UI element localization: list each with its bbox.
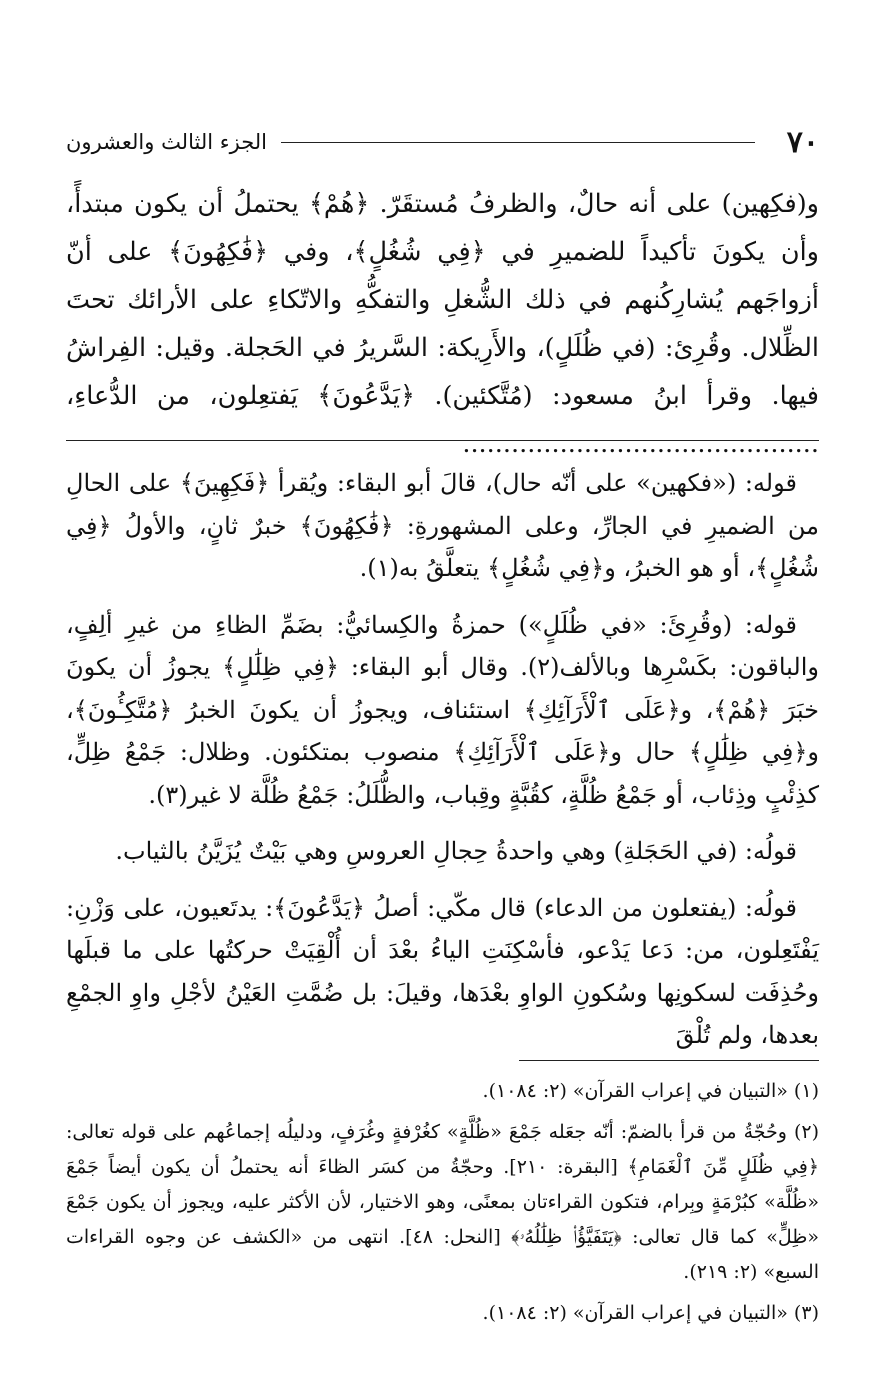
main-text-paragraph xyxy=(66,180,819,468)
footnote: (١) «التبيان في إعراب القرآن» (٢: ١٠٨٤). xyxy=(482,1080,819,1102)
commentary-paragraph: قولُه: (يفتعلون من الدعاء) قال مكّي: أصلُ ﴿يَدَّعُونَ﴾: يدتَعيون، على وَزْنِ: يَفْتَعِلون، من: دَعا يَدْعو، فأسْكِنَتِ الياءُ بعْدَ أن أُلْقِيَتْ حركتُها على ما قبلَها وحُذِفَت لسكونِها وسُكونِ الواوِ بعْدَها، وقيلَ: بل ضُمَّتِ العَيْنُ لأجْلِ واوِ الجمْعِ بعدها، ولم تُلْقَ xyxy=(66,893,819,1049)
commentary-separator xyxy=(66,440,819,441)
header-rule xyxy=(281,142,755,143)
page-header xyxy=(66,124,819,160)
footnote-separator xyxy=(519,1060,819,1061)
main-text-body: و(فكِهين) على أنه حالٌ، والظرفُ مُستقَرّ. ﴿هُمْ﴾ يحتملُ أن يكون مبتدأً، وأن يكونَ تأكيداً للضميرِ في ﴿فِي شُغُلٍ﴾، وفي ﴿فَٰكِهُونَ﴾ على أنّ أزواجَهم يُشارِكُنهم في ذلك الشُّغلِ والتفكُّهِ والاتّكاءِ على الأرائك تحتَ الظِّلال. وقُرِئ: (في ظُلَلٍ)، والأَرِيكة: السَّريرُ في الحَجلة. وقيل: الفِراشُ فيها. وقرأ ابنُ مسعود: (مُتَّكئين). ﴿يَدَّعُونَ﴾ يَفتعِلون، من الدُّعاءِ، xyxy=(66,189,819,411)
footnote: (٢) وحُجّةُ من قرأ بالضمّ: أنّه جعَله جَمْعَ «ظُلَّةٍ» كغُرْفةٍ وغُرَفٍ، ودليلُه إجماعُهم على قوله تعالى: ﴿فِي ظُلَلٍ مِّنَ ٱلْغَمَامِ﴾ [البقرة: ٢١٠]. وحجّةُ من كسَر الظاءَ أنه يحتملُ أن يكون أيضاً جَمْعَ «ظُلَّة» كبُرْمَةٍ وبِرام، فتكون القراءتان بمعنًى، وهو الاختيار، لأن الأكثر عليه، ويجوز أن يكون جَمْعَ «ظِلٍّ» كما قال تعالى: ﴿يَتَفَيَّؤُا۟ ظِلَٰلُهُۥ﴾ [النحل: ٤٨]. انتهى من «الكشف عن وجوه القراءات السبع» (٢: ٢١٩). xyxy=(66,1121,820,1283)
running-title: الجزء الثالث والعشرون xyxy=(66,130,267,154)
commentary-paragraph: قوله: (وقُرِئَ: «في ظُلَلٍ») حمزةُ والكِسائيُّ: بضَمِّ الظاءِ من غيرِ ألِفٍ، والباقون: بكَسْرِها وبالألف(٢). وقال أبو البقاء: ﴿فِي ظِلَٰلٍ﴾ يجوزُ أن يكونَ خبَرَ ﴿هُمْ﴾، و﴿عَلَى ٱلْأَرَآئِكِ﴾ استئناف، ويجوزُ أن يكونَ الخبرُ ﴿مُتَّكِـُٔونَ﴾، و﴿فِي ظِلَٰلٍ﴾ حال و﴿عَلَى ٱلْأَرَآئِكِ﴾ منصوب بمتكئون. وظلال: جَمْعُ ظِلٍّ، كذِئْبٍ وذِئاب، أو جَمْعُ ظُلَّةٍ، كقُبَّةٍ وقِباب، والظُّلَلُ: جَمْعُ ظُلَّة لا غير(٣). xyxy=(66,610,819,809)
dotted-leader: ............................................ xyxy=(462,429,819,459)
footnotes xyxy=(66,1074,819,1337)
page-number: ٧٠ xyxy=(786,124,819,160)
commentary-paragraph: قولُه: (في الحَجَلةِ) وهي واحدةُ حِجالِ العروسِ وهي بَيْتٌ يُزَيَّنُ بالثياب. xyxy=(115,837,797,865)
commentary xyxy=(66,462,819,1071)
footnote: (٣) «التبيان في إعراب القرآن» (٢: ١٠٨٤). xyxy=(482,1302,819,1324)
commentary-paragraph: قوله: («فكهين» على أنّه حال)، قالَ أبو البقاء: ويُقرأ ﴿فَكِهِينَ﴾ على الحالِ من الضميرِ في الجارِّ، وعلى المشهورةِ: ﴿فَٰكِهُونَ﴾ خبرٌ ثانٍ، والأولُ ﴿فِي شُغُلٍ﴾، أو هو الخبرُ، و﴿فِي شُغُلٍ﴾ يتعلَّقُ به(١). xyxy=(66,469,819,582)
main-text xyxy=(66,180,819,468)
